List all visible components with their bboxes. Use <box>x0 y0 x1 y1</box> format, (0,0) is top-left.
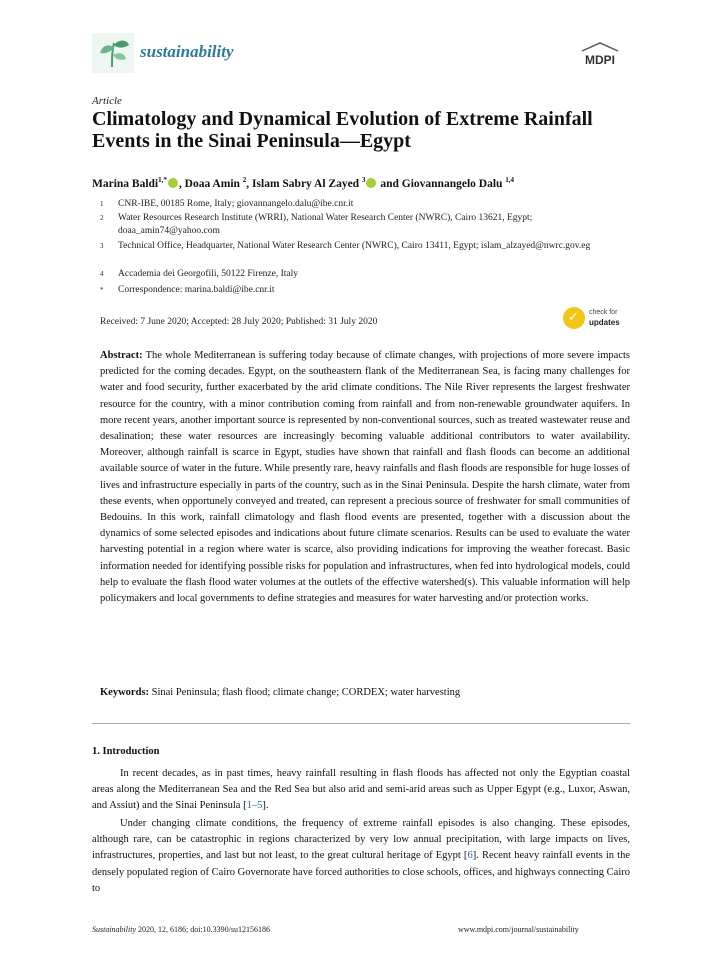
affiliation-item: 1 CNR-IBE, 00185 Rome, Italy; giovannangelo.dalu@ibe.cnr.it <box>100 199 354 209</box>
author-name: Giovannangelo Dalu <box>401 177 503 190</box>
author-affil-sup: 1,4 <box>505 176 515 184</box>
publication-dates: Received: 7 June 2020; Accepted: 28 July 2020; Published: 31 July 2020 <box>100 317 378 327</box>
author-name: Islam Sabry Al Zayed <box>252 177 360 190</box>
article-title: Climatology and Dynamical Evolution of Extreme Rainfall Events in the Sinai Peninsula—Egypt <box>92 108 593 152</box>
affiliation-item: 4 Accademia dei Georgofili, 50122 Firenze, Italy <box>100 269 298 279</box>
abstract-label: Abstract: <box>100 350 143 361</box>
abstract-text: The whole Mediterranean is suffering today because of climate changes, with projections of more severe impacts predicted for the coming decades. Egypt, on the southeastern flank of the Mediterranean Sea, is facing many challenges for water and food security, further exacerbated by the arid climate conditions. The Nile River represents the largest freshwater resource for the country, with a minor contribution coming from rainfall and from non-renewable groundwater aquifers. In more recent years, another important source is represented by non-conventional sources, such as treated wastewater reuse and desalination; these water resources are increasingly becoming valuable additional contributors to water availability. Moreover, although rainfall is scarce in Egypt, studies have shown that rainfall and flash floods can become an additional available source of water in the future. While presently rare, heavy rainfalls and flash floods are responsible for huge losses of lives and infrastructure especially in parts of the country, such as in the Sinai Peninsula. Despite the harsh climate, water from these events, when opportunely conveyed and treated, can represent a precious source of freshwater for small communities of Bedouins. In this work, rainfall climatology and flash flood events are presented, together with a discussion about the dynamics of some selected episodes and indications about future climate scenarios. Results can be used to evaluate the water harvesting potential in a region where water is scarce, also providing indications for improving the weather forecast. Basic information needed for identifying possible risks for population and infrastructures, when fed into hydrological models, could help to evaluate the flash flood water volumes at the outlets of the effective watershed(s). This valuable information will help policymakers and local governments to define strategies and measures for water harvesting and/or protection works. <box>100 350 630 605</box>
author-affil-sup: 1,* <box>158 176 167 184</box>
orcid-icon[interactable] <box>168 178 178 188</box>
correspondence: * Correspondence: marina.baldi@ibe.cnr.it <box>100 285 275 295</box>
author-name: Doaa Amin <box>184 177 240 190</box>
orcid-icon[interactable] <box>366 178 376 188</box>
check-for-updates-button[interactable]: ✓ check for updates <box>563 307 633 333</box>
keywords-label: Keywords: <box>100 687 149 698</box>
author-affil-sup: 2 <box>242 176 247 184</box>
citation-link[interactable]: 6 <box>467 850 473 862</box>
paragraph: Under changing climate conditions, the frequency of extreme rainfall episodes is also changing. These episodes, although rare, can be catastrophic in regions characterized by very low annual precipitation, with large impacts on lives, infrastructures, properties, and last but not least, to the great cultural heritage of Egypt [6]. Recent heavy rainfall events in the densely populated region of Cairo Governorate have forced authorities to close schools, offices, and highways connecting Cairo to <box>92 818 630 894</box>
footer-url[interactable]: www.mdpi.com/journal/sustainability <box>458 925 579 934</box>
keywords-text: Sinai Peninsula; flash flood; climate change; CORDEX; water harvesting <box>151 687 461 698</box>
checkmark-icon: ✓ <box>568 310 579 325</box>
affiliation-item: 2 Water Resources Research Institute (WRRI), National Water Research Center (NWRC), Cairo 13621, Egypt; doaa_amin74@yahoo.com <box>100 213 533 236</box>
section-divider <box>92 723 630 724</box>
keywords <box>100 687 630 698</box>
affiliation-item: 3 Technical Office, Headquarter, National Water Research Center (NWRC), Cairo 13411, Egypt; islam_alzayed@nwrc.gov.eg <box>100 241 591 251</box>
mdpi-logo-icon <box>576 42 624 68</box>
paragraph: In recent decades, as in past times, heavy rainfall resulting in flash floods has affected not only the Egyptian coastal areas along the Mediterranean Sea and the Red Sea but also arid and semi-arid areas such as Upper Egypt (e.g., Luxor, Aswan, and Assiut) and the Sinai Peninsula [1–5]. <box>92 768 630 812</box>
abstract <box>100 348 630 607</box>
journal-leaf-logo-icon <box>92 33 134 73</box>
author-affil-sup: 3 <box>361 176 366 184</box>
author-name: Marina Baldi <box>92 177 159 190</box>
citation-link[interactable]: 1–5 <box>246 800 263 812</box>
footer-citation: Sustainability 2020, 12, 6186; doi:10.3390/su12156186 <box>92 925 271 934</box>
mdpi-logo-text: MDPI <box>585 53 615 67</box>
article-type: Article <box>92 95 122 107</box>
author-list: Marina Baldi$^{1,*}$ , Doaa Amin $^2$, Islam Sabry Al Zayed $^3$ and Giovannangelo Dalu $^{1,4}$ <box>92 176 515 190</box>
journal-name: sustainability <box>140 42 234 61</box>
section-heading: 1. Introduction <box>92 746 160 757</box>
